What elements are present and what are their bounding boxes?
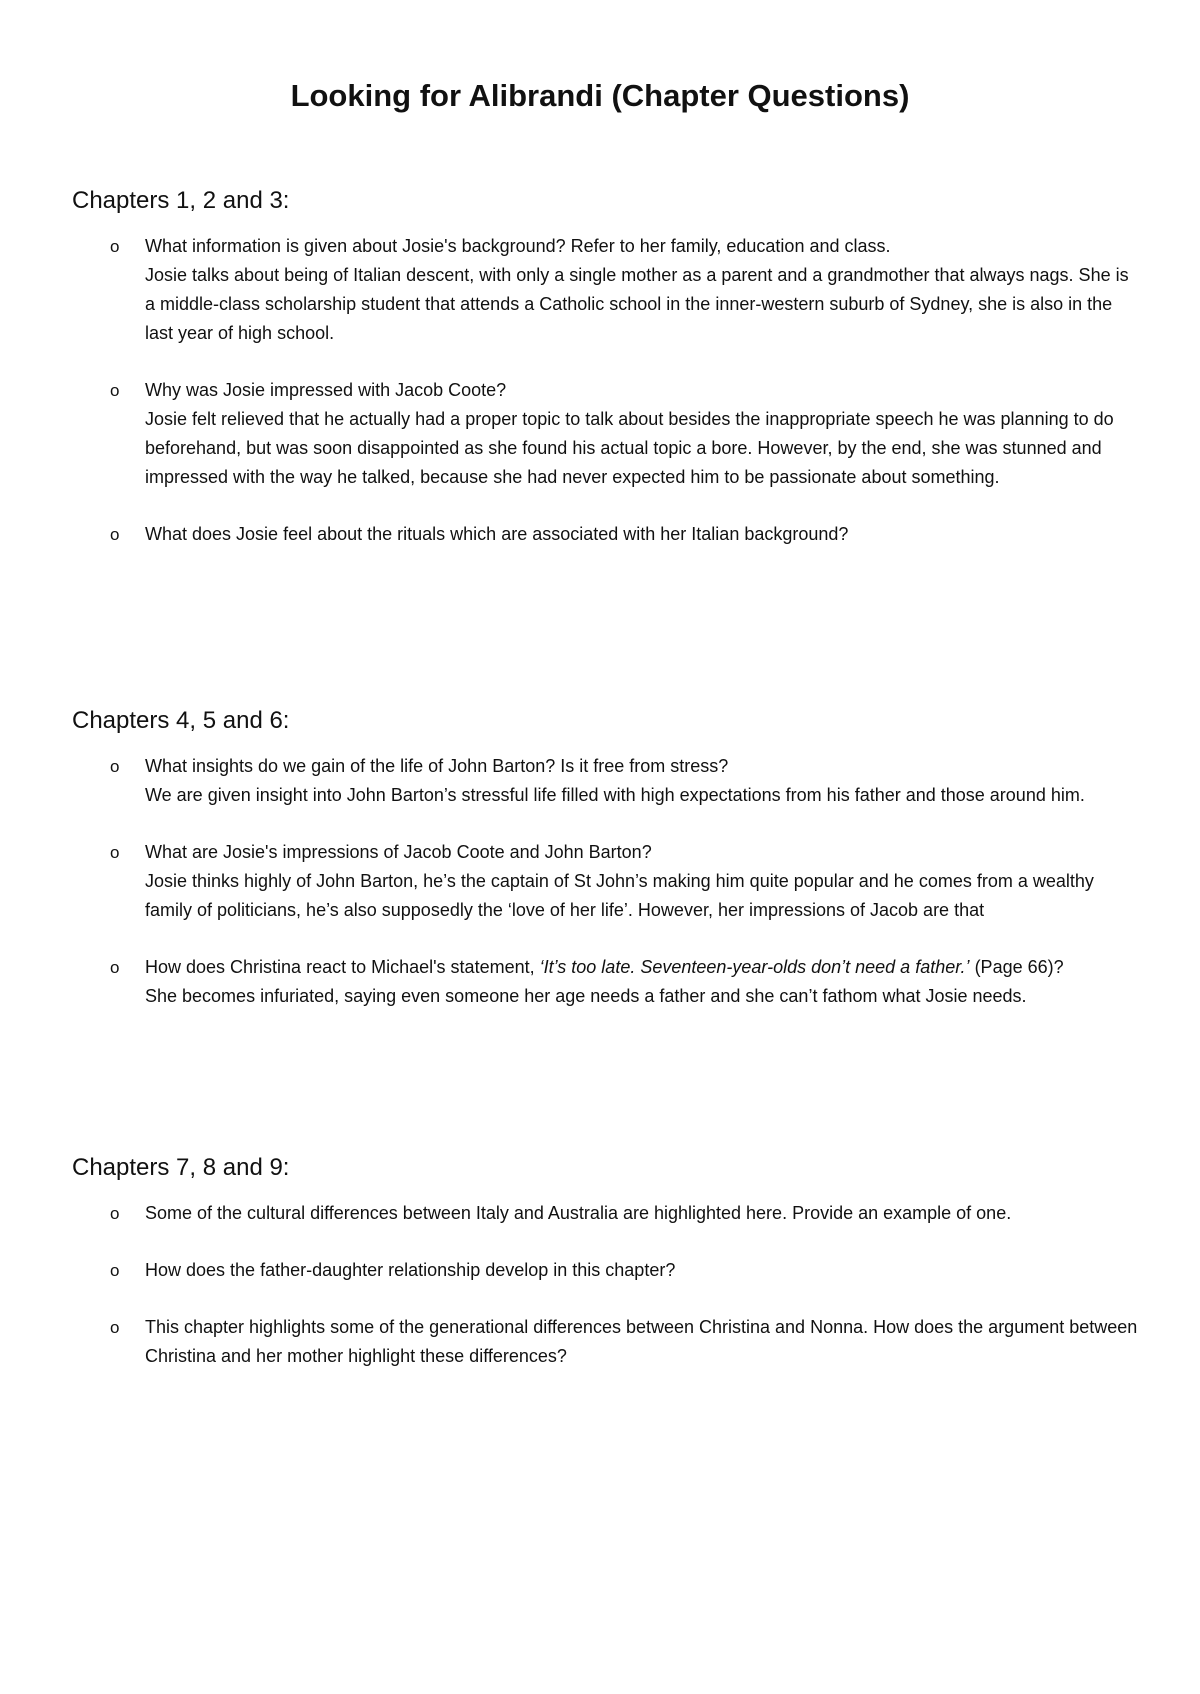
bullet-icon: o <box>110 843 120 862</box>
question-text: Some of the cultural differences between Italy and Australia are highlighted here. Provide an example of one. <box>145 1203 1012 1223</box>
question-suffix: (Page 66)? <box>969 957 1064 977</box>
question-text: This chapter highlights some of the generational differences between Christina and Nonna. How does the argument between Christina and her mother highlight these differences? <box>145 1317 1138 1366</box>
bullet-icon: o <box>110 1204 120 1223</box>
bullet-icon: o <box>110 525 120 544</box>
quoted-statement: ‘It’s too late. Seventeen-year-olds don’t need a father.’ <box>539 957 970 977</box>
question-text: How does the father-daughter relationship develop in this chapter? <box>145 1260 676 1280</box>
question-item <box>72 1199 1142 1228</box>
answer-text: Josie felt relieved that he actually had a proper topic to talk about besides the inappropriate speech he was planning to do beforehand, but was soon disappointed as she found his actual topic a bore. However, by the end, she was stunned and impressed with the way he talked, because she had never expected him to be passionate about something. <box>145 409 1114 487</box>
question-list <box>72 752 1142 1011</box>
question-item <box>72 520 1142 549</box>
question-item <box>72 953 1142 1011</box>
bullet-icon: o <box>110 381 120 400</box>
question-text <box>145 953 1142 982</box>
question-text: What are Josie's impressions of Jacob Coote and John Barton? <box>145 842 652 862</box>
question-list <box>72 1199 1142 1371</box>
answer-text: Josie thinks highly of John Barton, he’s the captain of St John’s making him quite popular and he comes from a wealthy family of politicians, he’s also supposedly the ‘love of her life’. However, her impressions of Jacob are that <box>145 871 1094 920</box>
bullet-icon: o <box>110 237 120 256</box>
section-chapters-7-9 <box>72 1153 1142 1399</box>
bullet-icon: o <box>110 1318 120 1337</box>
section-chapters-1-3 <box>72 186 1142 577</box>
question-item <box>72 838 1142 925</box>
bullet-icon: o <box>110 757 120 776</box>
section-heading: Chapters 4, 5 and 6: <box>72 707 290 734</box>
question-item <box>72 232 1142 348</box>
question-item <box>72 752 1142 810</box>
question-text: What insights do we gain of the life of John Barton? Is it free from stress? <box>145 756 729 776</box>
question-item <box>72 1313 1142 1371</box>
question-text: Why was Josie impressed with Jacob Coote? <box>145 380 507 400</box>
section-heading: Chapters 7, 8 and 9: <box>72 1154 290 1181</box>
question-item <box>72 376 1142 492</box>
bullet-icon: o <box>110 1261 120 1280</box>
answer-text: Josie talks about being of Italian descent, with only a single mother as a parent and a grandmother that always nags. She is a middle-class scholarship student that attends a Catholic school in the inner-western suburb of Sydney, she is also in the last year of high school. <box>145 265 1129 343</box>
question-text: What does Josie feel about the rituals which are associated with her Italian background? <box>145 524 849 544</box>
bullet-icon: o <box>110 958 120 977</box>
section-chapters-4-6 <box>72 706 1142 1039</box>
question-prefix: How does Christina react to Michael's statement, <box>145 957 540 977</box>
question-list <box>72 232 1142 549</box>
page-title: Looking for Alibrandi (Chapter Questions) <box>290 78 910 113</box>
question-text: What information is given about Josie's background? Refer to her family, education and class. <box>145 236 891 256</box>
answer-text: She becomes infuriated, saying even someone her age needs a father and she can’t fathom what Josie needs. <box>145 986 1027 1006</box>
section-heading: Chapters 1, 2 and 3: <box>72 187 290 214</box>
question-item <box>72 1256 1142 1285</box>
answer-text: We are given insight into John Barton’s stressful life filled with high expectations from his father and those around him. <box>145 785 1085 805</box>
